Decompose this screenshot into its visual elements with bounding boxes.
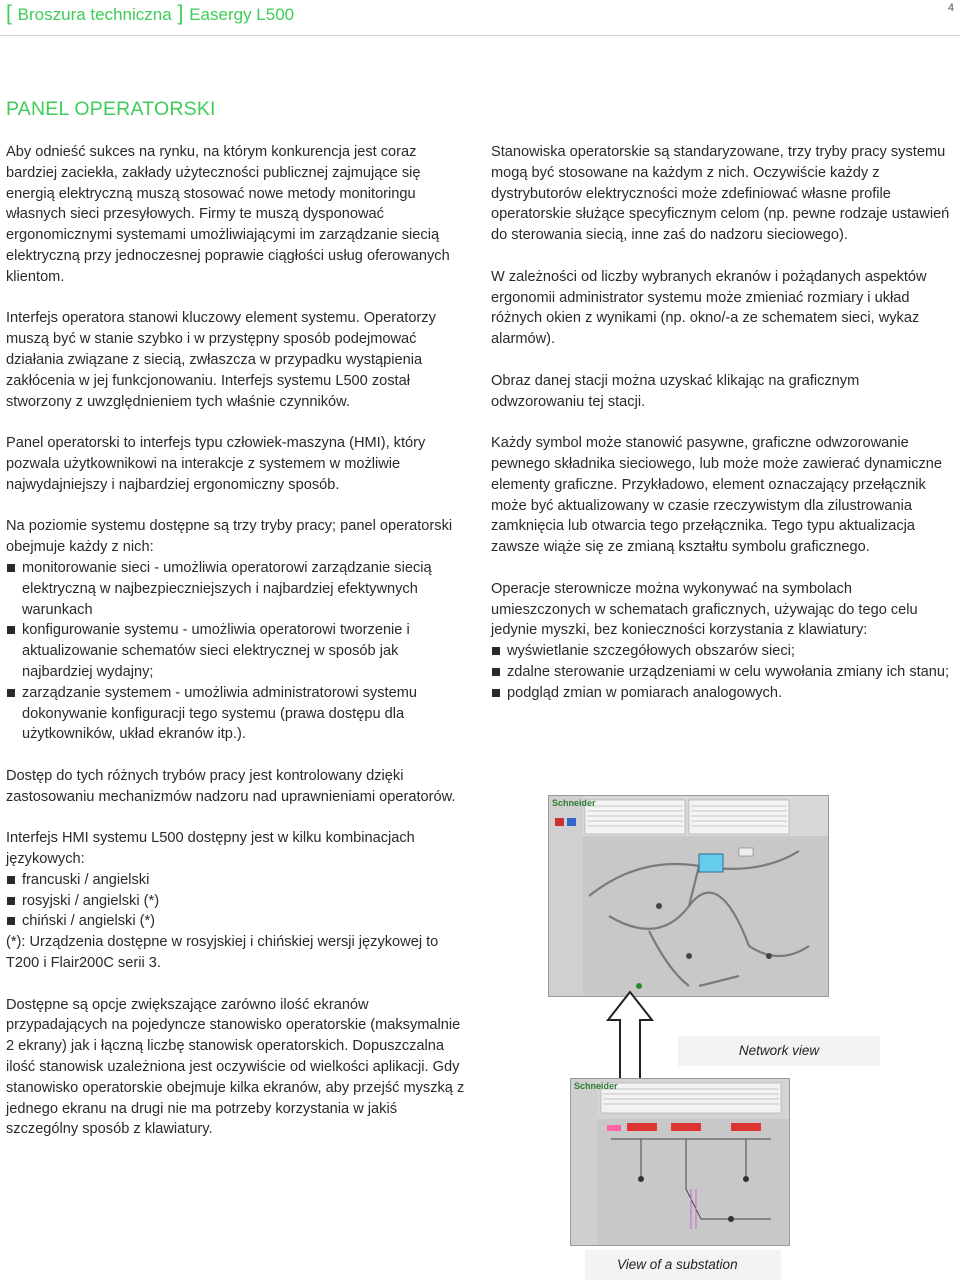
list-item: monitorowanie sieci - umożliwia operatorowi zarządzanie siecią elektryczną w najbezpieczniejszych i najbardziej efektywnych warunkach: [6, 558, 466, 620]
paragraph: Operacje sterownicze można wykonywać na symbolach umieszczonych w schematach graficznych, używając do tego celu jedynie myszki, bez konieczności korzystania z klawiatury:: [491, 580, 918, 639]
page-number: 4: [947, 2, 954, 14]
list-item: wyświetlanie szczegółowych obszarów sieci;: [491, 641, 955, 662]
list-item: chiński / angielski (*): [6, 911, 466, 932]
left-column: [6, 142, 466, 1161]
section-title: PANEL OPERATORSKI: [6, 98, 216, 120]
list-item: podgląd zmian w pomiarach analogowych.: [491, 683, 955, 704]
paragraph: Dostępne są opcje zwiększające zarówno ilość ekranów przypadających na pojedyncze stanowisko operatorskie (maksymalnie 2 ekrany) jak i łączną liczbę stanowisk operatorskich. Dopuszczalna ilość stanowisk uzależniona jest oczywiście od wielkości aplikacji. Gdy stanowisko operatorskie obejmuje kilka ekranów, aby przejść myszką z jednego ekranu na drugi nie ma potrzeby korzystania w jakiś szczególny sposób z klawiatury.: [6, 996, 465, 1138]
footnote: (*): Urządzenia dostępne w rosyjskiej i chińskiej wersji językowej to T200 i Flair200C serii 3.: [6, 934, 439, 972]
schneider-logo: Schneider: [574, 1081, 618, 1091]
paragraph: Obraz danej stacji można uzyskać klikając na graficznym odwzorowaniu tej stacji.: [491, 372, 860, 410]
list-item: konfigurowanie systemu - umożliwia operatorowi tworzenie i aktualizowanie schematów sieci elektrycznej w sposób jak najbardziej wydajny;: [6, 620, 466, 682]
list-item: zdalne sterowanie urządzeniami w celu wywołania zmiany ich stanu;: [491, 662, 955, 683]
modes-list: [6, 558, 466, 745]
list-item: rosyjski / angielski (*): [6, 891, 466, 912]
brand-title: [ Broszura techniczna ] Easergy L500: [6, 2, 295, 25]
brand-part2: Easergy L500: [189, 5, 295, 24]
paragraph: Na poziomie systemu dostępne są trzy tryby pracy; panel operatorski obejmuje każdy z nich:: [6, 518, 453, 556]
brand-part1: Broszura techniczna: [17, 5, 172, 24]
network-view-caption: Network view: [678, 1036, 880, 1066]
paragraph: Aby odnieść sukces na rynku, na którym konkurencja jest coraz bardziej zaciekła, zakłady użyteczności publicznej zajmujące się energią elektryczną muszą stosować nowe metody monitoringu własnych sieci przesyłowych. Firmy te muszą dysponować ergonomicznymi systemami umożliwiającymi im zarządzanie siecią elektryczną przy jednoczesnej poprawie ciągłości usług oferowanych klientom.: [6, 144, 450, 285]
list-item: zarządzanie systemem - umożliwia administratorowi systemu dokonywanie konfiguracji tego systemu (prawa dostępu dla użytkowników, układ ekranów itp.).: [6, 683, 466, 745]
network-view-screenshot: [548, 795, 829, 997]
paragraph: Stanowiska operatorskie są standaryzowane, trzy tryby pracy systemu mogą być stosowane na każdym z nich. Oczywiście każdy z dystrybutorów elektryczności może zdefiniować własne profile operatorskie służące specyficznym celom (np. pewne rodzaje ustawień do sterowania siecią, inne zaś do nadzoru sieciowego).: [491, 144, 950, 244]
list-item: francuski / angielski: [6, 870, 466, 891]
schneider-logo: Schneider: [552, 798, 596, 808]
up-arrow-icon: [590, 990, 670, 1082]
paragraph: Panel operatorski to interfejs typu człowiek-maszyna (HMI), który pozwala użytkownikowi na interakcje z systemem w możliwie najwydajniejszy i najbardziej ergonomiczny sposób.: [6, 435, 426, 493]
page-header: [0, 0, 960, 36]
languages-list: [6, 870, 466, 932]
substation-view-caption: View of a substation: [585, 1250, 781, 1280]
right-column: [491, 142, 955, 724]
paragraph: Interfejs HMI systemu L500 dostępny jest w kilku kombinacjach językowych:: [6, 830, 415, 868]
paragraph: Interfejs operatora stanowi kluczowy element systemu. Operatorzy muszą być w stanie szybko i w przystępny sposób podejmować działania związane z siecią, zwłaszcza w przypadku wystąpienia zakłócenia w jej funkcjonowaniu. Interfejs systemu L500 został stworzony z uwzględnieniem tych właśnie czynników.: [6, 310, 436, 410]
substation-view-screenshot: [570, 1078, 790, 1246]
header-divider: [0, 35, 960, 36]
operations-list: [491, 641, 955, 703]
network-diagram: [549, 796, 828, 996]
paragraph: W zależności od liczby wybranych ekranów i pożądanych aspektów ergonomii administrator systemu może zmieniać rozmiary i układ różnych okien z wynikami (np. okno/-a ze schematem sieci, wykaz alarmów).: [491, 268, 927, 348]
paragraph: Każdy symbol może stanowić pasywne, graficzne odwzorowanie pewnego składnika sieciowego, lub może może zawierać dynamiczne elementy graficzne. Przykładowo, element oznaczający przełącznik może być aktualizowany w czasie rzeczywistym dla zilustrowania zamknięcia lub otwarcia tego przełącznika. Tego typu aktualizacja zawsze wiąże się ze zmianą kształtu symbolu graficznego.: [491, 435, 943, 556]
paragraph: Dostęp do tych różnych trybów pracy jest kontrolowany dzięki zastosowaniu mechanizmów nadzoru nad uprawnieniami operatorów.: [6, 767, 456, 805]
substation-diagram: [571, 1079, 789, 1245]
